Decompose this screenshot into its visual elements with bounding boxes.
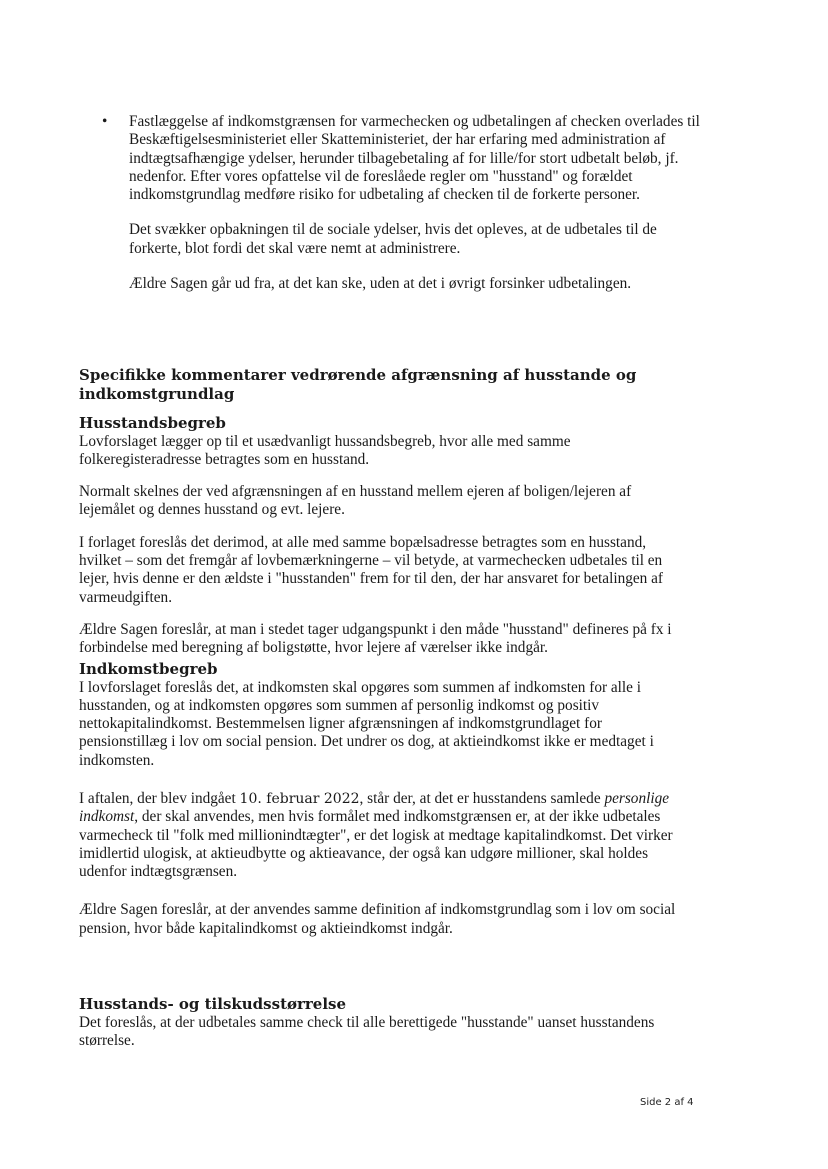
page-number: Side 2 af 4 (640, 1097, 694, 1108)
indkomstbegreb-section (79, 660, 691, 938)
p2-before: I aftalen, der blev indgået (79, 789, 240, 807)
indkomstbegreb-paragraph-2 (79, 790, 691, 881)
husstandsbegreb-paragraph-4: Ældre Sagen foreslår, at man i stedet tager udgangspunkt i den måde "husstand" defineres på fx i forbindelse med beregning af boligstøtte, hvor lejere af værelser ikke indgår. (79, 620, 672, 657)
bullet-symbol: • (102, 113, 108, 130)
p2-after: , der skal anvendes, men hvis formålet med indkomstgrænsen er, at der ikke udbetales varmecheck til "folk med millionindtægter", er det logisk at medtage kapitalindkomst. Det virker imidlertid ulogisk, at aktieudbytte og aktieavance, der også kan udgøre millioner, skal holdes udenfor indtægtsgrænsen. (79, 808, 673, 881)
indkomstbegreb-paragraph-1: I lovforslaget foreslås det, at indkomsten skal opgøres som summen af indkomsten for alle i husstanden, og at indkomsten opgøres som summen af personlig indkomst og positiv nettokapitalindkomst. Bestemmelsen ligner afgrænsningen af indkomstgrundlaget for pensionstillæg i lov om social pension. Det undrer os dog, at aktieindkomst ikke er medtaget i indkomsten. (79, 678, 654, 769)
agreement-date: 10. februar 2022 (239, 790, 360, 807)
bullet-item (102, 113, 702, 310)
p2-mid: , står der, at det er husstandens samlede (359, 789, 605, 807)
husstandsstorrelse-heading: Husstands- og tilskudsstørrelse (79, 995, 347, 1013)
husstandsbegreb-paragraph-1: Lovforslaget lægger op til et usædvanligt hussandsbegreb, hvor alle med samme folkeregisteradresse betragtes som en husstand. (79, 432, 571, 468)
personal-income-term: personlige indkomst (79, 789, 670, 826)
bullet-content (129, 113, 702, 293)
husstandsbegreb-section (79, 414, 691, 657)
indkomstbegreb-heading: Indkomstbegreb (79, 660, 218, 678)
husstandsstorrelse-paragraph-1: Det foreslås, at der udbetales samme check til alle berettigede "husstande" uanset husstandens størrelse. (79, 1013, 655, 1049)
bullet-paragraph-1: Fastlæggelse af indkomstgrænsen for varmechecken og udbetalingen af checken overlades til Beskæftigelsesministeriet eller Skatteministeriet, der har erfaring med administration af indtægtsafhængige ydelser, herunder tilbagebetaling af for lille/for stort udbetalt beløb, jf. nedenfor. Efter vores opfattelse vil de foreslåede regler om "husstand" og forældet indkomstgrundlag medføre risiko for udbetaling af checken til de forkerte personer. (129, 113, 700, 204)
bullet-paragraph-3: Ældre Sagen går ud fra, at det kan ske, uden at det i øvrigt forsinker udbetalingen. (129, 275, 632, 293)
husstandsbegreb-heading: Husstandsbegreb (79, 414, 226, 432)
husstandsbegreb-paragraph-2: Normalt skelnes der ved afgrænsningen af en husstand mellem ejeren af boligen/lejeren af lejemålet og dennes husstand og evt. lejere. (79, 483, 632, 519)
husstandsbegreb-paragraph-3: I forlaget foreslås det derimod, at alle med samme bopælsadresse betragtes som en husstand, hvilket – som det fremgår af lovbemærkningerne – vil betyde, at varmechecken udbetales til en lejer, hvis denne er den ældste i "husstanden" frem for til den, der har ansvaret for betalingen af varmeudgiften. (79, 533, 664, 606)
section-heading: Specifikke kommentarer vedrørende afgrænsning af husstande og indkomstgrundlag (79, 366, 637, 403)
indkomstbegreb-paragraph-3: Ældre Sagen foreslår, at der anvendes samme definition af indkomstgrundlag som i lov om social pension, hvor både kapitalindkomst og aktieindkomst indgår. (79, 901, 676, 937)
husstandsstorrelse-section (79, 995, 691, 1050)
bullet-paragraph-2: Det svækker opbakningen til de sociale ydelser, hvis det opleves, at de udbetales til de forkerte, blot fordi det skal være nemt at administrere. (129, 221, 657, 257)
